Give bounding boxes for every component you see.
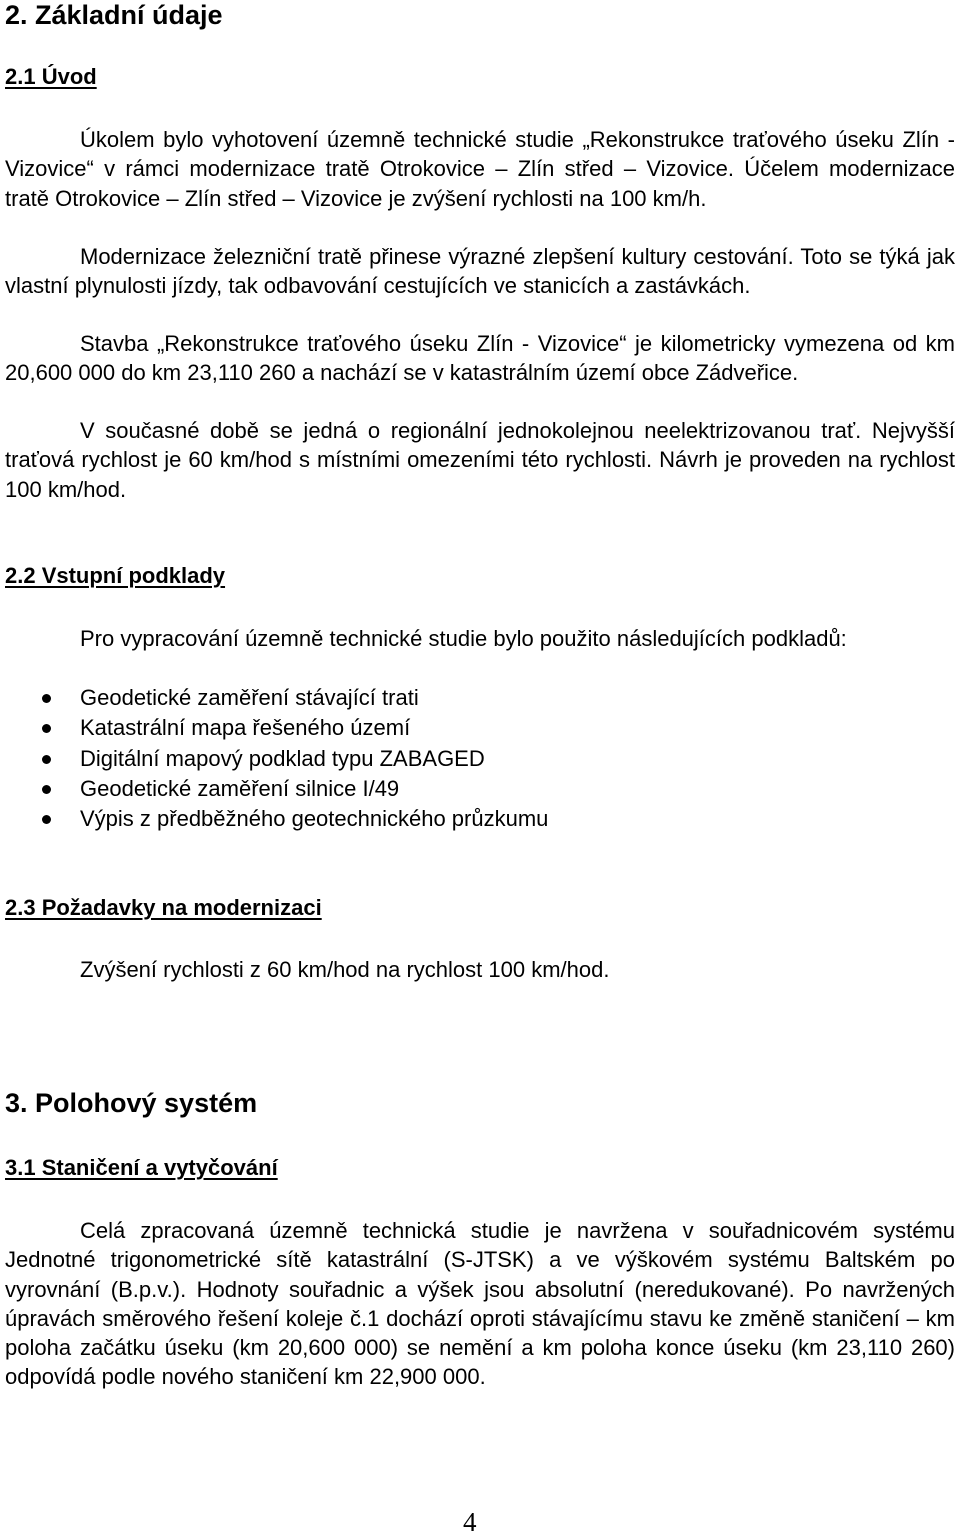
bullet-icon <box>42 785 51 794</box>
paragraph-intro-2: Modernizace železniční tratě přinese výrazné zlepšení kultury cestování. Toto se týká jak vlastní plynulosti jízdy, tak odbavování cestujících ve stanicích a zastávkách. <box>5 244 955 299</box>
bullet-icon <box>42 815 51 824</box>
list-item: Geodetické zaměření stávající trati <box>5 683 955 713</box>
heading-section-2-1: 2.1 Úvod <box>5 64 97 89</box>
heading-section-3: 3. Polohový systém <box>5 1088 258 1118</box>
paragraph-inputs-intro: Pro vypracování územně technické studie bylo použito následujících podkladů: <box>80 626 847 651</box>
paragraph-intro-1: Úkolem bylo vyhotovení územně technické studie „Rekonstrukce traťového úseku Zlín - Vizovice“ v rámci modernizace tratě Otrokovice – Zlín střed – Vizovice. Účelem modernizace tratě Otrokovice – Zlín střed – Vizovice je zvýšení rychlosti na 100 km/h. <box>5 127 955 211</box>
heading-section-2-3: 2.3 Požadavky na modernizaci <box>5 895 322 920</box>
heading-section-3-1: 3.1 Staničení a vytyčování <box>5 1155 278 1180</box>
list-item: Geodetické zaměření silnice I/49 <box>5 774 955 804</box>
list-item: Výpis z předběžného geotechnického průzkumu <box>5 804 955 834</box>
paragraph-stationing: Celá zpracovaná územně technická studie je navržena v souřadnicovém systému Jednotné trigonometrické sítě katastrální (S-JTSK) a ve výškovém systému Baltském po vyrovnání (B.p.v.). Hodnoty souřadnic a výšek jsou absolutní (neredukované). Po navržených úpravách směrového řešení koleje č.1 dochází oproti stávajícímu stavu ke změně staničení – km poloha začátku úseku (km 20,600 000) se nemění a km poloha konce úseku (km 23,110 260) odpovídá podle nového staničení km 22,900 000. <box>5 1218 955 1390</box>
paragraph-requirements: Zvýšení rychlosti z 60 km/hod na rychlost 100 km/hod. <box>80 957 610 982</box>
list-item: Katastrální mapa řešeného území <box>5 713 955 743</box>
inputs-list <box>5 683 955 834</box>
page-number: 4 <box>463 1507 477 1537</box>
paragraph-intro-3: Stavba „Rekonstrukce traťového úseku Zlín - Vizovice“ je kilometricky vymezena od km 20,600 000 do km 23,110 260 a nachází se v katastrálním území obce Zádveřice. <box>5 331 955 386</box>
bullet-icon <box>42 755 51 764</box>
heading-section-2-2: 2.2 Vstupní podklady <box>5 563 226 588</box>
heading-section-2: 2. Základní údaje <box>5 0 223 30</box>
bullet-icon <box>42 694 51 703</box>
list-item: Digitální mapový podklad typu ZABAGED <box>5 744 955 774</box>
paragraph-intro-4: V současné době se jedná o regionální jednokolejnou neelektrizovanou trať. Nejvyšší traťová rychlost je 60 km/hod s místními omezeními této rychlosti. Návrh je proveden na rychlost 100 km/hod. <box>5 418 955 502</box>
bullet-icon <box>42 724 51 733</box>
